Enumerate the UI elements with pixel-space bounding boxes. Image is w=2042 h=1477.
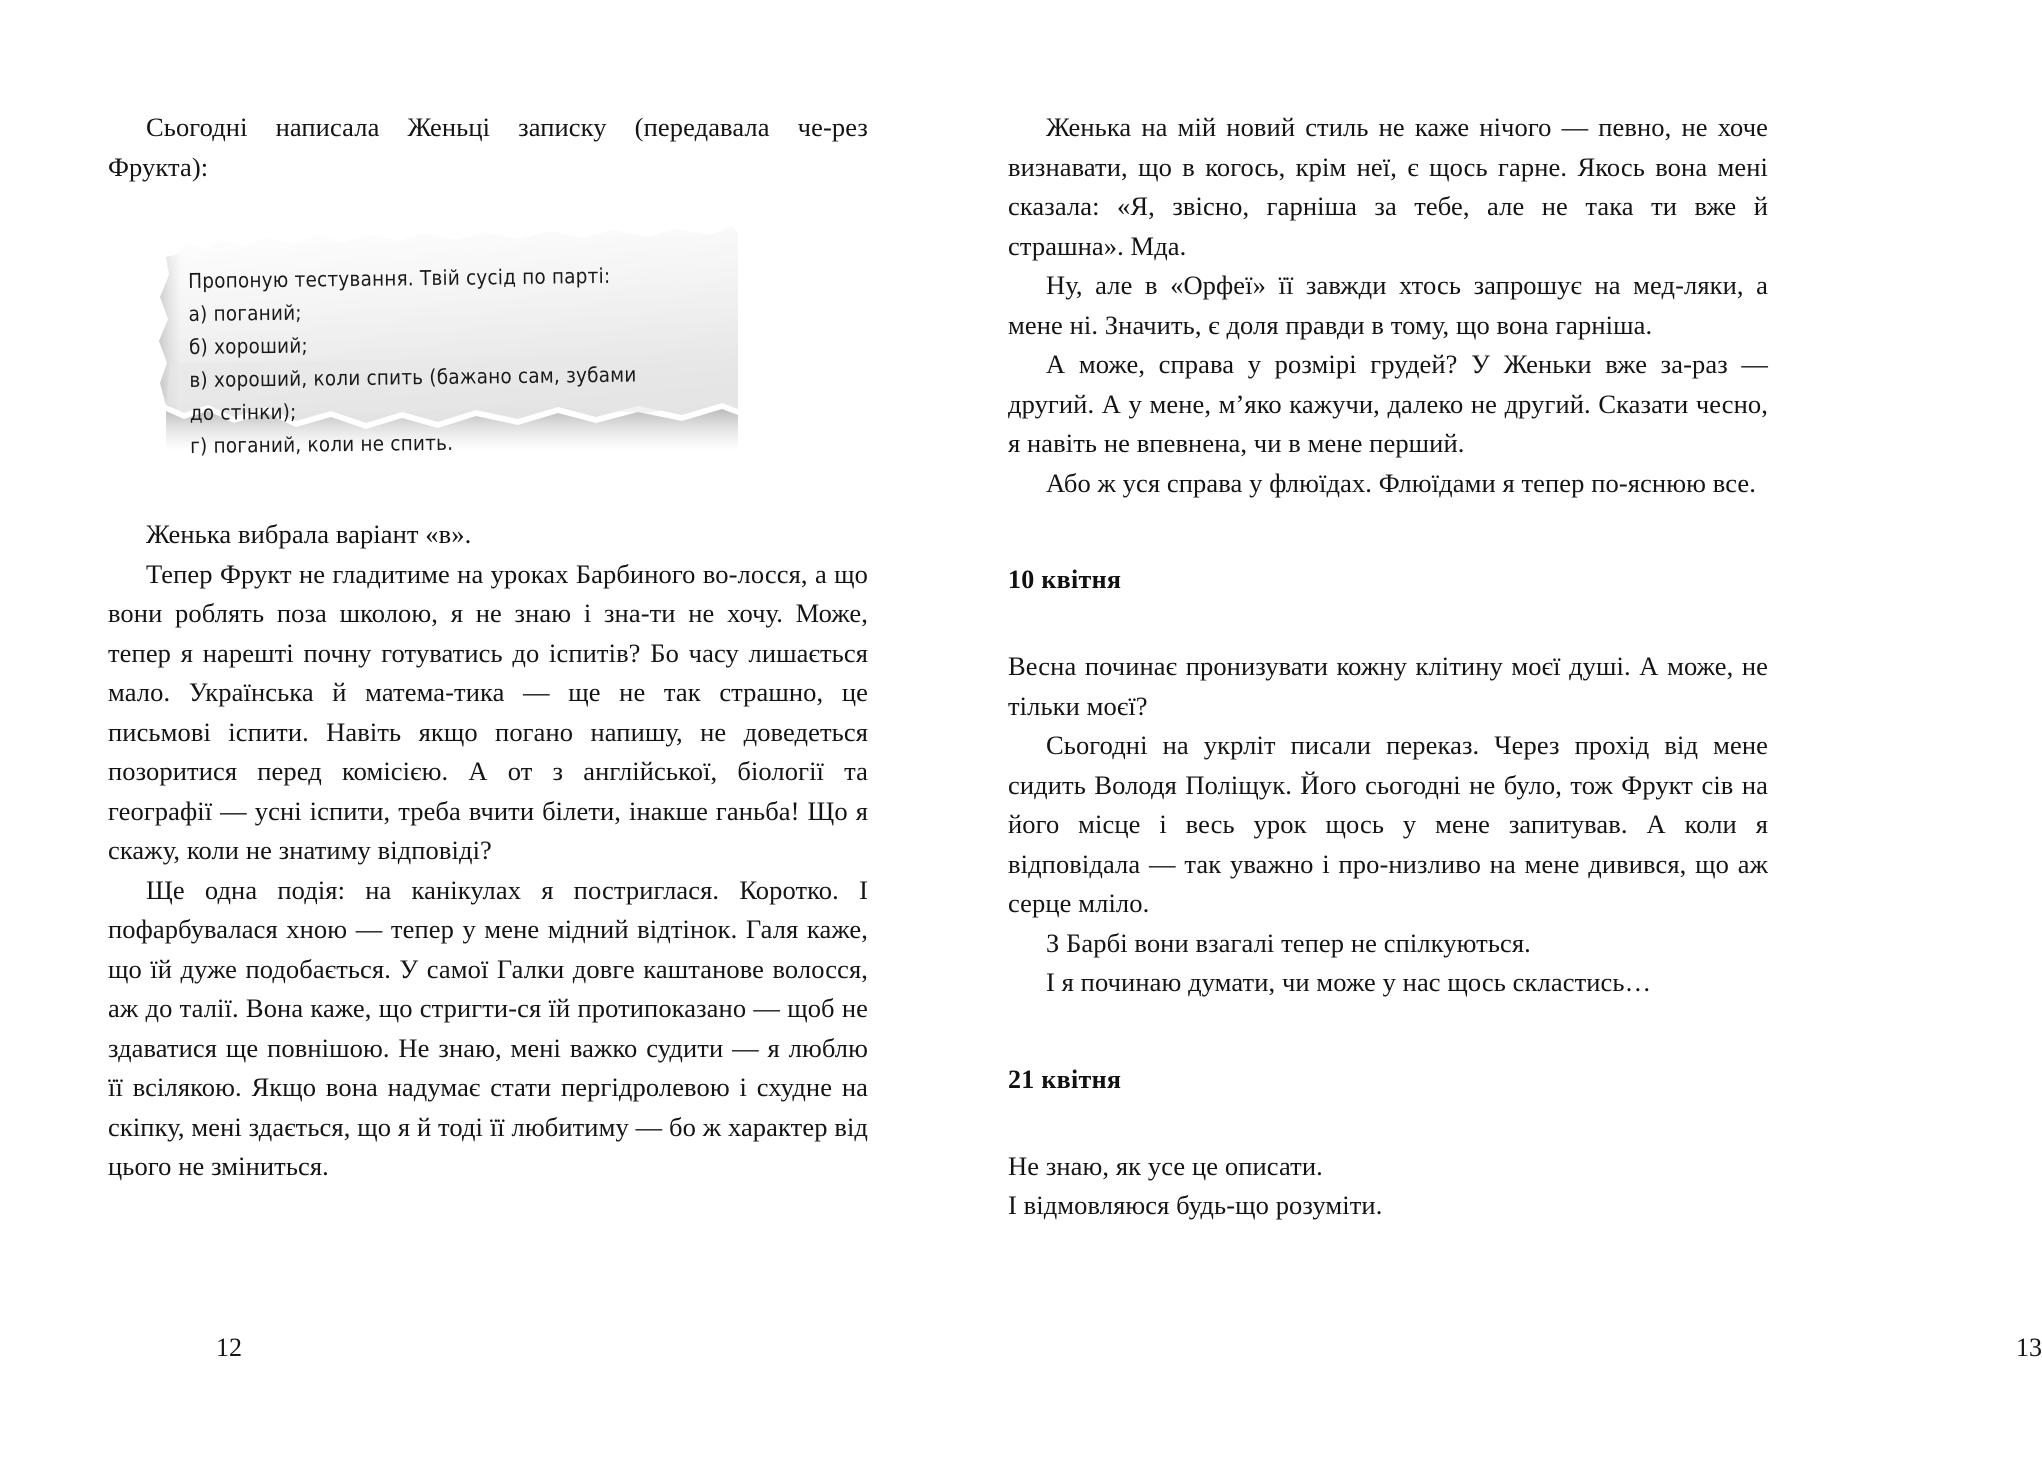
- paragraph: Ще одна подія: на канікулах я постриглася. Коротко. І пофарбувалася хною — тепер у мене мідний відтінок. Галя каже, що їй дуже подобається. У самої Галки довге каштанове волосся, аж до талії. Вона каже, що стригти-ся їй протипоказано — щоб не здаватися ще повнішою. Не знаю, мені важко судити — я люблю її всілякою. Якщо вона надумає стати пергідролевою і схудне на скіпку, мені здається, що я й тоді її любитиму — бо ж характер від цього не зміниться.: [108, 874, 868, 1181]
- note-line: а) поганий;: [188, 300, 302, 326]
- note-line: в) хороший, коли спить (бажано сам, зубами: [189, 362, 637, 392]
- paragraph: І відмовляюся будь-що розуміти.: [1008, 1190, 1383, 1220]
- paragraph: Весна починає пронизувати кожну клітину моєї душі. А може, не тільки моєї?: [1008, 651, 1768, 721]
- spacer: [1008, 503, 1768, 565]
- note-handwritten-text: [188, 259, 710, 463]
- paragraph: Сьогодні на укрліт писали переказ. Через прохід від мене сидить Володя Поліщук. Його сьогодні не було, тож Фрукт сів на його місце і весь урок щось у мене запитував. А коли я відповідала — так уважно і про-низливо на мене дивився, що аж серце мліло.: [1008, 730, 1768, 918]
- left-page-column: [108, 0, 868, 1477]
- left-intro-paragraph: Сьогодні написала Женьці записку (передавала че-рез Фрукта):: [108, 112, 868, 182]
- note-line: б) хороший;: [188, 333, 309, 359]
- left-body-text: [108, 515, 868, 1187]
- paragraph: Або ж уся справа у флюїдах. Флюїдами я тепер по-яснюю все.: [1046, 467, 1756, 498]
- diary-entry-date-heading: 21 квітня: [1008, 1064, 1122, 1094]
- diary-entry-body-10-kvitnya: [1008, 647, 1768, 1003]
- note-line: Пропоную тестування. Твій сусід по парті:: [188, 263, 611, 293]
- diary-entry-body-21-kvitnya: [1008, 1147, 1768, 1226]
- paragraph: З Барбі вони взагалі тепер не спілкуються.: [1046, 927, 1531, 958]
- paragraph: Не знаю, як усе це описати.: [1008, 1150, 1323, 1181]
- right-body-text-top: [1008, 108, 1768, 503]
- paragraph: Тепер Фрукт не гладитиме на уроках Барбиного во-лосся, а що вони роблять поза школою, я не знаю і зна-ти не хочу. Може, тепер я нарешті почну готуватись до іспитів? Бо часу лишається мало. Українська й матема-тика — ще не так страшно, це письмові іспити. Навіть якщо погано напишу, не доведеться позоритися перед комісією. А от з англійської, біології та географії — усні іспити, треба вчити білети, інакше ганьба! Що я скажу, коли не знатиму відповіді?: [108, 558, 868, 865]
- handwritten-note-illustration: [126, 213, 746, 485]
- spacer: [1008, 1095, 1768, 1147]
- paragraph: Ну, але в «Орфеї» її завжди хтось запрошує на мед-ляки, а мене ні. Значить, є доля правди в тому, що вона гарніша.: [1008, 270, 1768, 340]
- paragraph: Женька вибрала варіант «в».: [146, 519, 472, 549]
- diary-entry-date-heading: 10 квітня: [1008, 565, 1122, 594]
- paragraph: І я починаю думати, чи може у нас щось скластись…: [1046, 967, 1652, 997]
- paragraph: Женька на мій новий стиль не каже нічого — певно, не хоче визнавати, що в когось, крім неї, є щось гарне. Якось вона мені сказала: «Я, звісно, гарніша за тебе, але не така ти вже й страшна». Мда.: [1008, 112, 1768, 261]
- page-number-left: 12: [216, 1333, 242, 1362]
- left-intro-block: [108, 108, 868, 187]
- note-line: до стінки);: [189, 399, 297, 425]
- paragraph: А може, справа у розмірі грудей? У Женьки вже за-раз — другий. А у мене, м’яко кажучи, далеко не другий. Сказати чесно, я навіть не впевнена, чи в мене перший.: [1008, 349, 1768, 458]
- spacer: [1008, 1003, 1768, 1065]
- right-page-column: [1008, 0, 2042, 1477]
- page-number-right: 13: [2016, 1333, 2042, 1362]
- spacer: [1008, 595, 1768, 647]
- note-line: г) поганий, коли не спить.: [190, 430, 454, 458]
